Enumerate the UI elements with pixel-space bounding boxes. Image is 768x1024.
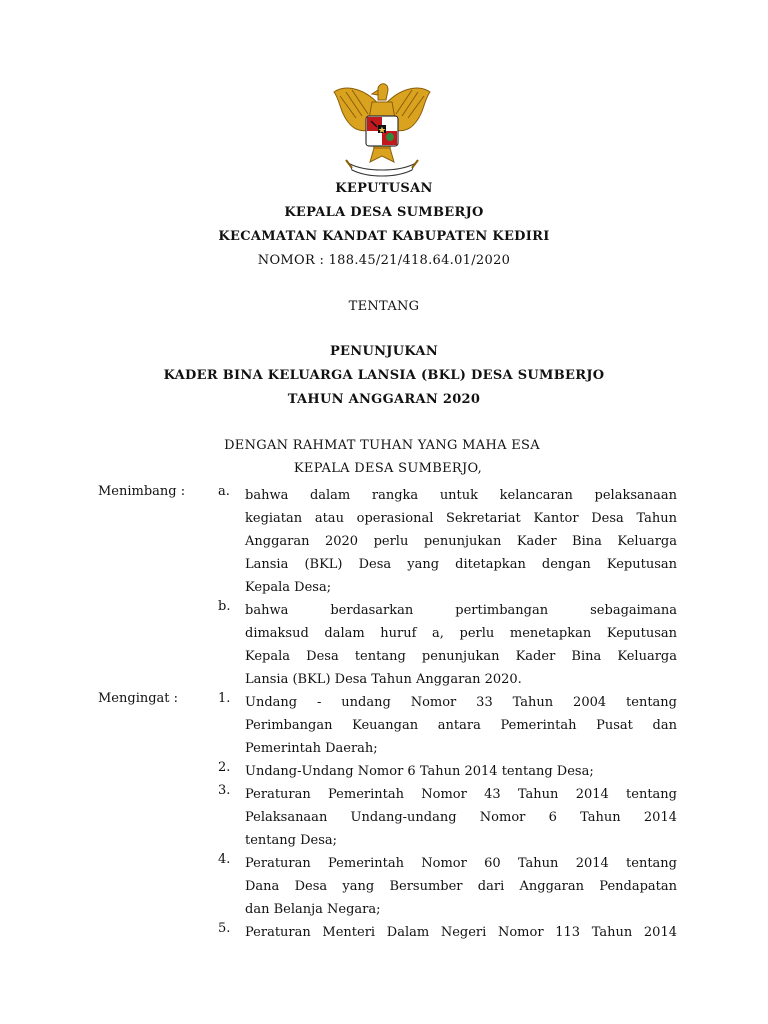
list-marker: a. <box>218 484 230 499</box>
list-marker: 5. <box>218 921 231 936</box>
text-line: Pelaksanaan Undang-undang Nomor 6 Tahun 2014 <box>245 810 677 825</box>
text-line: bahwa berdasarkan pertimbangan sebagaimana <box>245 603 677 618</box>
issuer-title: KEPALA DESA SUMBERJO <box>284 205 484 220</box>
text-line: Lansia (BKL) Desa Tahun Anggaran 2020. <box>245 672 522 687</box>
mengingat-item-2 <box>245 760 677 783</box>
mengingat-item-4 <box>245 852 677 921</box>
menimbang-label: Menimbang : <box>98 484 186 499</box>
menimbang-item-b <box>245 599 677 691</box>
mengingat-item-1 <box>245 691 677 760</box>
list-marker: 1. <box>218 691 231 706</box>
list-marker: b. <box>218 599 231 614</box>
garuda-emblem-icon <box>326 78 438 182</box>
text-line: Anggaran 2020 perlu penunjukan Kader Bina Keluarga <box>245 534 677 549</box>
text-line: kegiatan atau operasional Sekretariat Kantor Desa Tahun <box>245 511 677 526</box>
text-line: Kepala Desa; <box>245 580 332 595</box>
text-line: Peraturan Pemerintah Nomor 43 Tahun 2014 tentang <box>245 787 677 802</box>
text-line: Peraturan Pemerintah Nomor 60 Tahun 2014 tentang <box>245 856 677 871</box>
decree-number: NOMOR : 188.45/21/418.64.01/2020 <box>257 253 511 268</box>
text-line: Perimbangan Keuangan antara Pemerintah Pusat dan <box>245 718 677 733</box>
text-line: Pemerintah Daerah; <box>245 741 378 756</box>
blessing-line: DENGAN RAHMAT TUHAN YANG MAHA ESA <box>224 438 540 453</box>
text-line: Peraturan Menteri Dalam Negeri Nomor 113 Tahun 2014 <box>245 925 677 940</box>
about-heading: TENTANG <box>348 299 420 314</box>
subject-line-3: TAHUN ANGGARAN 2020 <box>287 392 481 407</box>
subject-line-2: KADER BINA KELUARGA LANSIA (BKL) DESA SUMBERJO <box>163 368 605 383</box>
text-line: dimaksud dalam huruf a, perlu menetapkan Keputusan <box>245 626 677 641</box>
list-marker: 3. <box>218 783 231 798</box>
menimbang-item-a <box>245 484 677 599</box>
text-line: Undang-Undang Nomor 6 Tahun 2014 tentang Desa; <box>245 764 594 779</box>
mengingat-item-3 <box>245 783 677 852</box>
text-line: Dana Desa yang Bersumber dari Anggaran Pendapatan <box>245 879 677 894</box>
text-line: Kepala Desa tentang penunjukan Kader Bina Keluarga <box>245 649 677 664</box>
text-line: tentang Desa; <box>245 833 338 848</box>
mengingat-label: Mengingat : <box>98 691 179 706</box>
mengingat-item-5 <box>245 921 677 944</box>
list-marker: 2. <box>218 760 231 775</box>
text-line: Lansia (BKL) Desa yang ditetapkan dengan Keputusan <box>245 557 677 572</box>
text-line: dan Belanja Negara; <box>245 902 381 917</box>
list-marker: 4. <box>218 852 231 867</box>
subject-line-1: PENUNJUKAN <box>329 344 438 359</box>
signatory-line: KEPALA DESA SUMBERJO, <box>293 461 483 476</box>
text-line: Undang - undang Nomor 33 Tahun 2004 tentang <box>245 695 677 710</box>
decree-title: KEPUTUSAN <box>335 181 433 196</box>
region-title: KECAMATAN KANDAT KABUPATEN KEDIRI <box>218 229 550 244</box>
text-line: bahwa dalam rangka untuk kelancaran pelaksanaan <box>245 488 677 503</box>
